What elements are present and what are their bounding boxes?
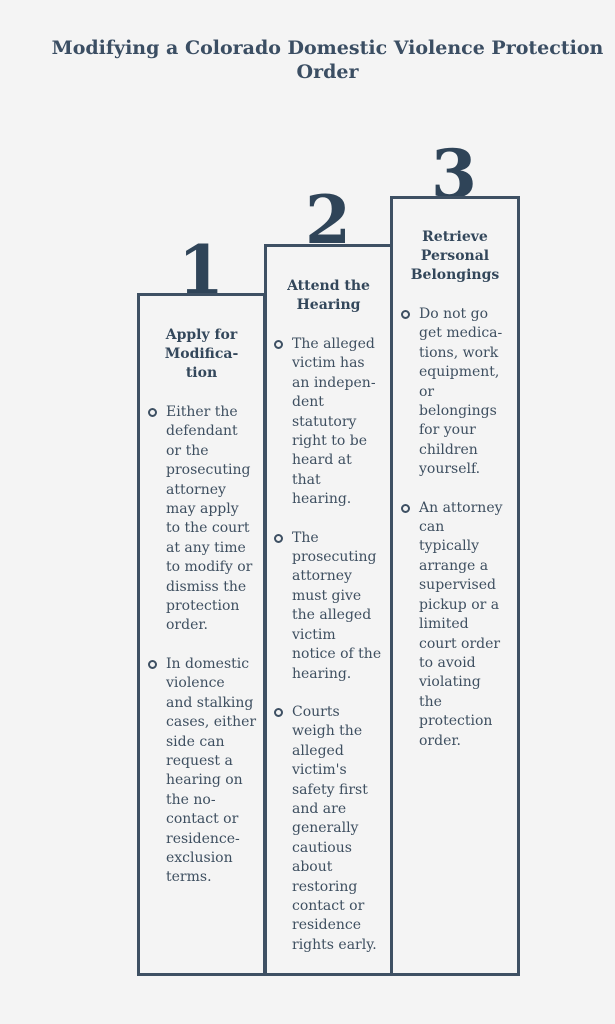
step-3-bullet <box>401 305 515 480</box>
bullet-line: request a <box>166 752 233 769</box>
bullet-line: An attorney <box>419 499 503 516</box>
bullet-line: prosecuting <box>292 549 377 566</box>
page-title-line: Modifying a Colorado Domestic Violence Protection <box>51 37 604 59</box>
bullet-line: supervised <box>419 577 496 594</box>
bullet-line: victim <box>292 626 336 643</box>
bullet-line: order. <box>419 732 461 749</box>
bullet-line: arrange a <box>419 557 489 574</box>
step-2-number: 2 <box>305 181 351 259</box>
step-3-title-line: Retrieve <box>422 229 488 245</box>
bullet-line: children <box>419 441 478 458</box>
bullet-line: defendant <box>166 423 238 440</box>
bullet-line: belongings <box>419 403 497 420</box>
bullet-line: the no- <box>166 791 216 808</box>
bullet-line: may apply <box>166 501 239 518</box>
bullet-line: hearing on <box>166 772 243 789</box>
bullet-line: cautious <box>292 839 352 856</box>
bullet-line: hearing. <box>292 665 352 682</box>
bullet-line: generally <box>292 820 359 837</box>
bullet-line: must give <box>292 587 362 604</box>
bullet-line: can <box>419 519 445 536</box>
step-2-bullet <box>274 335 388 510</box>
bullet-line: protection <box>419 713 493 730</box>
bullet-line: to avoid <box>419 654 476 671</box>
bullet-line: residence- <box>166 830 240 847</box>
step-2-title-line: Attend the <box>287 278 370 294</box>
bullet-line: the <box>419 693 442 710</box>
bullet-line: weigh the <box>292 723 363 740</box>
step-2-title-line: Hearing <box>296 297 361 313</box>
page-title-line: Order <box>296 61 359 83</box>
bullet-dot-icon <box>274 340 283 349</box>
step-1-title-line: tion <box>185 365 218 381</box>
bullet-line: Either the <box>166 404 238 420</box>
bullet-line: The <box>292 529 319 546</box>
step-3-number: 3 <box>431 135 477 213</box>
bullet-line: heard at <box>292 452 352 469</box>
bullet-line: The alleged <box>292 336 375 352</box>
bullet-line: In domestic <box>166 655 250 672</box>
bullet-line: limited <box>419 616 469 633</box>
page-title <box>40 36 615 84</box>
bullet-dot-icon <box>401 504 410 513</box>
bullet-line: side can <box>166 733 225 750</box>
bullet-line: violating <box>419 674 481 691</box>
bullet-line: typically <box>419 538 480 555</box>
bullet-line: alleged <box>292 742 344 759</box>
step-3-title <box>393 228 517 285</box>
step-2-bullet <box>274 529 388 684</box>
step-3-bullet-list <box>401 305 515 751</box>
bullet-line: prosecuting <box>166 462 251 479</box>
bullet-line: exclusion <box>166 849 233 866</box>
step-2-bullet-list <box>274 335 388 955</box>
bullet-line: violence <box>166 675 225 692</box>
bullet-dot-icon <box>274 534 283 543</box>
bullet-line: pickup or a <box>419 596 500 613</box>
bullet-line: and are <box>292 800 347 817</box>
bullet-line: for your <box>419 422 476 439</box>
step-3-title-line: Belongings <box>410 267 500 283</box>
bullet-line: order. <box>166 617 208 634</box>
bullet-line: Courts <box>292 703 340 720</box>
step-1-bullet-list <box>148 403 260 888</box>
bullet-line: or the <box>166 442 209 459</box>
bullet-line: equipment, <box>419 364 500 381</box>
bullet-dot-icon <box>274 708 283 717</box>
bullet-line: and stalking <box>166 694 254 711</box>
bullet-line: contact or <box>166 811 239 828</box>
step-1-number: 1 <box>178 231 224 309</box>
step-1-bullet <box>148 403 260 636</box>
step-2-title <box>267 277 390 315</box>
bullet-line: at any time <box>166 539 246 556</box>
bullet-line: contact or <box>292 897 365 914</box>
bullet-line: dent <box>292 394 324 411</box>
bullet-line: tions, work <box>419 344 499 361</box>
step-3-title-line: Personal <box>420 248 490 264</box>
bullet-line: yourself. <box>419 461 481 478</box>
bullet-line: statutory <box>292 413 357 430</box>
bullet-line: court order <box>419 635 501 652</box>
bullet-dot-icon <box>401 310 410 319</box>
bullet-line: cases, either <box>166 714 257 731</box>
bullet-line: about <box>292 859 333 876</box>
bullet-dot-icon <box>148 408 157 417</box>
bullet-line: get medica- <box>419 325 503 342</box>
bullet-line: notice of the <box>292 646 382 663</box>
bullet-line: or <box>419 383 435 400</box>
bullet-line: that <box>292 471 321 488</box>
bullet-line: attorney <box>292 568 352 585</box>
bullet-line: Do not go <box>419 306 489 322</box>
bullet-line: safety first <box>292 781 368 798</box>
bullet-line: rights early. <box>292 936 377 953</box>
bullet-line: to modify or <box>166 559 253 576</box>
step-1-title-line: Modifica- <box>164 346 239 362</box>
bullet-line: protection <box>166 598 240 615</box>
step-1-bullet <box>148 655 260 888</box>
bullet-line: hearing. <box>292 491 352 508</box>
step-1-title-line: Apply for <box>165 327 238 343</box>
bullet-line: to the court <box>166 520 250 537</box>
bullet-line: victim's <box>292 762 347 779</box>
bullet-line: an indepen- <box>292 374 376 391</box>
bullet-line: terms. <box>166 869 212 886</box>
step-2-bullet <box>274 703 388 955</box>
bullet-line: residence <box>292 917 362 934</box>
bullet-line: restoring <box>292 878 358 895</box>
step-3-bullet <box>401 499 515 751</box>
bullet-line: victim has <box>292 355 365 372</box>
bullet-line: dismiss the <box>166 578 247 595</box>
bullet-line: the alleged <box>292 607 372 624</box>
bullet-line: attorney <box>166 481 226 498</box>
step-1-title <box>140 326 263 383</box>
bullet-line: right to be <box>292 433 367 450</box>
bullet-dot-icon <box>148 660 157 669</box>
